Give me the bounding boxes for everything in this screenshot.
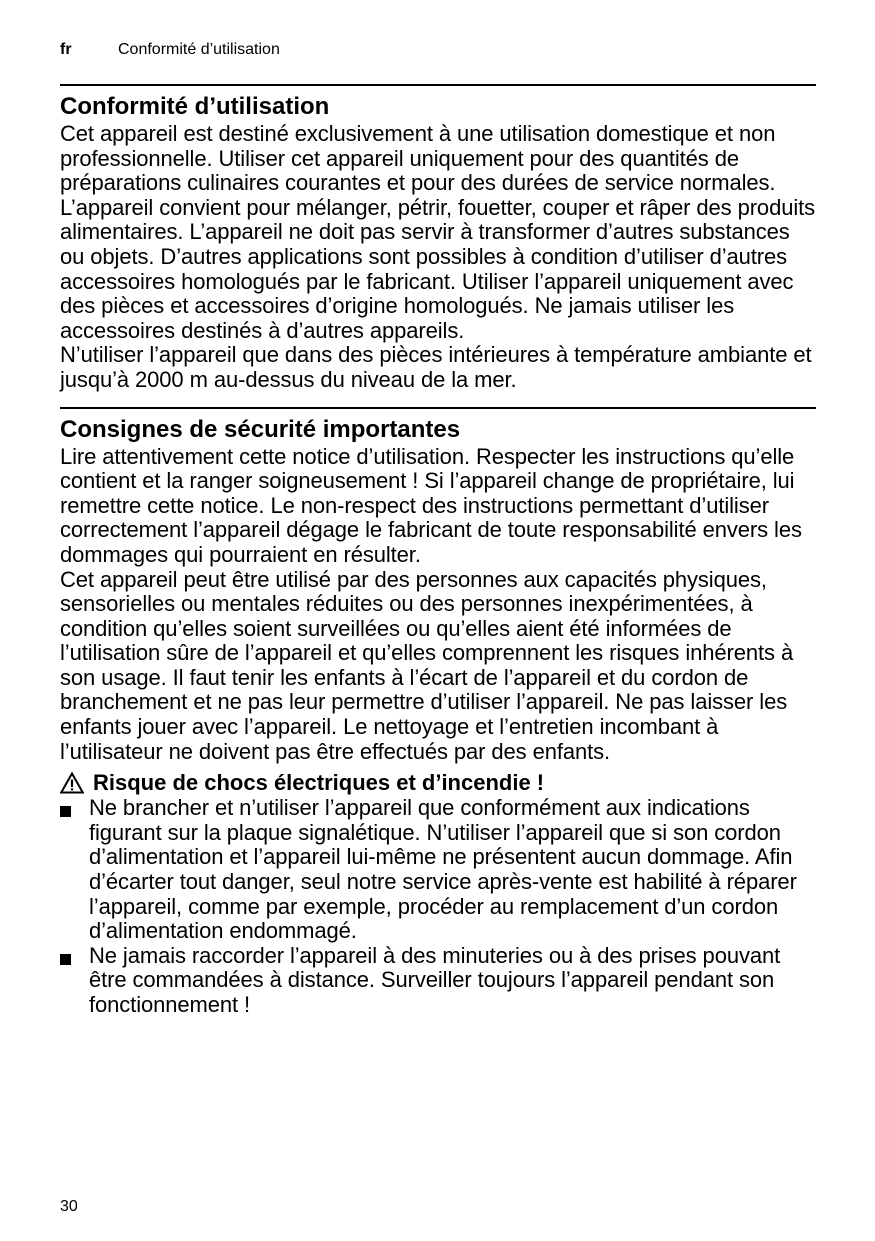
warning-triangle-icon: [60, 772, 84, 794]
section-safety-title: Consignes de sécurité importantes: [60, 415, 461, 443]
warning-heading: [60, 770, 816, 796]
section-usage: [60, 84, 816, 393]
usage-paragraph-2: L’appareil convient pour mélanger, pétrir, fouetter, couper et râper des produits alimentaires. L’appareil ne doit pas servir à transformer d’autres substances ou objets. D’autres applications sont possibles à condition d’utiliser d’autres accessoires homologués par le fabricant. Utiliser l’appareil uniquement avec des pièces et accessoires d’origine homologués. Ne jamais utiliser les accessoires destinés à d’autres appareils.: [60, 194, 816, 343]
bullet-square-icon: [60, 954, 71, 965]
warning-title: Risque de chocs électriques et d’incendie !: [93, 770, 545, 796]
section-usage-title: Conformité d’utilisation: [60, 93, 330, 120]
warning-list-item: [60, 796, 816, 944]
warning-item-text-2: Ne jamais raccorder l’appareil à des minuteries ou à des prises pouvant être commandées à distance. Surveiller toujours l’appareil pendant son fonctionnement !: [89, 942, 781, 1017]
warning-item-text-1: Ne brancher et n’utiliser l’appareil que conformément aux indications figurant sur la plaque signalétique. N’utiliser l’appareil que si son cordon d’alimentation et l’appareil lui-même ne présentent aucun dommage. Afin d’écarter tout danger, seul notre service après-vente est habilité à réparer l’appareil, comme par exemple, procéder au remplacement d’un cordon d’alimentation endommagé.: [89, 795, 797, 944]
safety-paragraph-1: Lire attentivement cette notice d’utilisation. Respecter les instructions qu’elle contient et la ranger soigneusement ! Si l’appareil change de propriétaire, lui remettre cette notice. Le non-respect des instructions permettant d’utiliser correctement l’appareil dégage le fabricant de toute responsabilité envers les dommages qui pourraient en résulter.: [60, 443, 802, 567]
running-title: Conformité d’utilisation: [118, 41, 280, 58]
language-code: fr: [60, 41, 72, 58]
page-number: 30: [60, 1198, 78, 1215]
safety-paragraph-2: Cet appareil peut être utilisé par des personnes aux capacités physiques, sensorielles ou mentales réduites ou des personnes inexpérimentées, à condition qu’elles soient surveillées ou qu’elles aient été informées de l’utilisation sûre de l’appareil et qu’elles comprennent les risques inhérents à son usage. Il faut tenir les enfants à l’écart de l’appareil et du cordon de branchement et ne pas leur permettre d’utiliser l’appareil. Ne pas laisser les enfants jouer avec l’appareil. Le nettoyage et l’entretien incombant à l’utilisateur ne doivent pas être effectués par des enfants.: [60, 566, 794, 764]
warning-list-item: [60, 944, 816, 1018]
usage-paragraph-1: Cet appareil est destiné exclusivement à une utilisation domestique et non professionnelle. Utiliser cet appareil uniquement pour des quantités de préparations culinaires courantes et pour des durées de service normales.: [60, 121, 776, 196]
usage-paragraph-3: N’utiliser l’appareil que dans des pièces intérieures à température ambiante et jusqu’à 2000 m au-dessus du niveau de la mer.: [60, 342, 812, 392]
warning-list: [60, 796, 816, 1017]
running-header: [60, 40, 280, 60]
bullet-square-icon: [60, 806, 71, 817]
section-safety: [60, 407, 816, 1018]
page-content: [60, 84, 816, 1018]
